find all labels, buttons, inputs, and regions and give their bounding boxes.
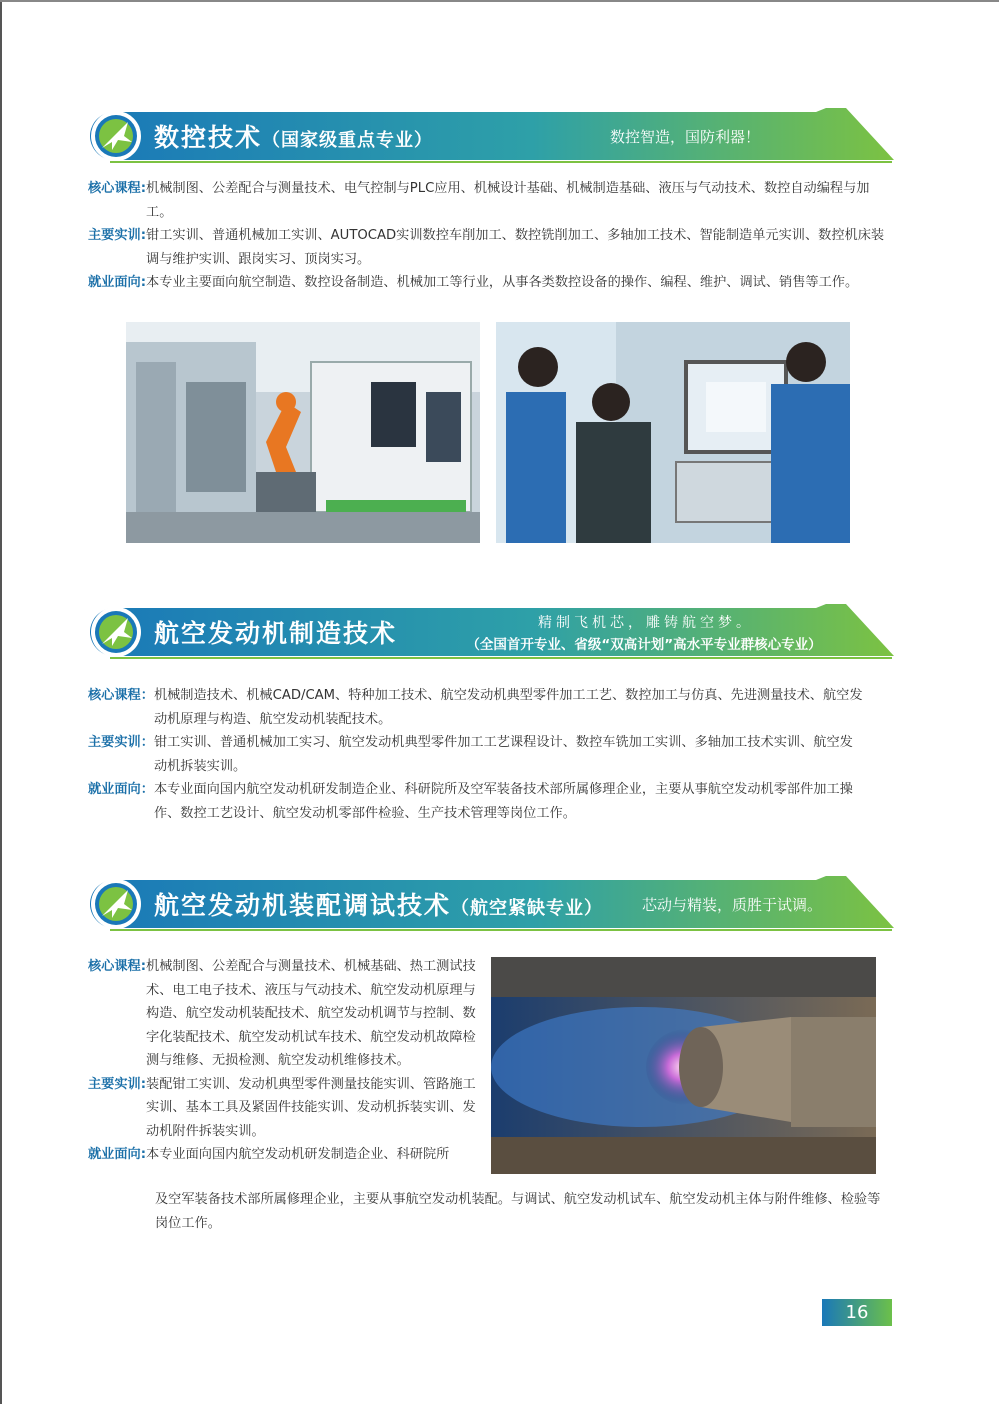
section-title: 航空发动机制造技术 (154, 619, 398, 648)
fighter-jet-icon (88, 876, 144, 932)
photo-students-cnc-panel (496, 322, 850, 543)
main-training (88, 1073, 488, 1144)
main-training-label: 主要实训: (88, 228, 147, 243)
main-training-text: 钳工实训、普通机械加工实训、AUTOCAD实训数控车削加工、数控铣削加工、多轴加工技术、智能制造单元实训、数控机床装调与维护实训、跟岗实习、顶岗实习。 (146, 228, 885, 267)
career-direction-text: 本专业面向国内航空发动机研发制造企业、科研院所及空军装备技术部所属修理企业，主要从事航空发动机零部件加工操作、数控工艺设计、航空发动机零部件检验、生产技术管理等岗位工作。 (153, 782, 853, 821)
main-training-text: 钳工实训、普通机械加工实习、航空发动机典型零件加工工艺课程设计、数控车铣加工实训、多轴加工技术实训、航空发动机拆装实训。 (153, 735, 853, 774)
core-courses (88, 684, 863, 731)
core-courses-label: 核心课程: (88, 959, 147, 974)
section-banner-engine-manufacturing (86, 604, 894, 660)
career-direction-continued (155, 1188, 890, 1235)
career-direction (88, 778, 863, 825)
career-direction-text-part2: 及空军装备技术部所属修理企业，主要从事航空发动机装配。与调试、航空发动机试车、航空发动机主体与附件维修、检验等岗位工作。 (155, 1192, 881, 1231)
core-courses (88, 955, 488, 1073)
core-courses-text: 机械制造技术、机械CAD/CAM、特种加工技术、航空发动机典型零件加工工艺、数控加工与仿真、先进测量技术、航空发动机原理与构造、航空发动机装配技术。 (153, 688, 863, 727)
main-training-label: 主要实训: (88, 1076, 147, 1092)
section-subtitle: （国家级重点专业） (262, 130, 434, 151)
section-banner-cnc (86, 108, 894, 164)
section-banner-engine-assembly (86, 876, 894, 932)
career-direction (88, 271, 893, 295)
career-direction-label: 就业面向: (88, 275, 147, 290)
section-slogan-line2: （全国首开专业、省级“双高计划”高水平专业群核心专业） (466, 637, 822, 653)
photo-cnc-workshop (126, 322, 480, 543)
main-training-label: 主要实训： (88, 735, 154, 750)
main-training (88, 731, 863, 778)
page-edge-top (0, 0, 999, 2)
main-training-text: 装配钳工实训、发动机典型零件测量技能实训、管路施工实训、基本工具及紧固件技能实训、发动机拆装实训、发动机附件拆装实训。 (146, 1076, 476, 1139)
career-direction (88, 1143, 488, 1167)
section-title: 数控技术（国家级重点专业） (154, 123, 434, 152)
section-subtitle: （航空紧缺专业） (451, 898, 604, 919)
section-slogan-line1: 精制飞机芯，雕铸航空梦。 (538, 615, 754, 631)
section-info-cnc (88, 177, 893, 295)
career-direction-text: 本专业主要面向航空制造、数控设备制造、机械加工等行业，从事各类数控设备的操作、编程、维护、调试、销售等工作。 (146, 275, 859, 290)
core-courses-label: 核心课程: (88, 181, 147, 196)
fighter-jet-icon (88, 108, 144, 164)
page-edge-left (0, 0, 2, 1404)
photo-jet-engine-test (491, 957, 876, 1174)
career-direction-label: 就业面向: (88, 1147, 147, 1162)
section-slogan: 数控智造，国防利器！ (610, 128, 761, 146)
career-direction-label: 就业面向： (88, 782, 154, 797)
core-courses-text: 机械制图、公差配合与测量技术、电气控制与PLC应用、机械设计基础、机械制造基础、液压与气动技术、数控自动编程与加工。 (146, 181, 870, 220)
fighter-jet-icon (88, 604, 144, 660)
section-title: 航空发动机装配调试技术（航空紧缺专业） (154, 891, 604, 920)
section-info-engine-manufacturing (88, 684, 863, 825)
section-info-engine-assembly (88, 955, 488, 1167)
core-courses-label: 核心课程： (88, 688, 154, 703)
page-number: 16 (822, 1299, 892, 1326)
core-courses (88, 177, 893, 224)
main-training (88, 224, 893, 271)
core-courses-text: 机械制图、公差配合与测量技术、机械基础、热工测试技术、电工电子技术、液压与气动技术、航空发动机原理与构造、航空发动机装配技术、航空发动机调节与控制、数字化装配技术、航空发动机试车技术、航空发动机故障检测与维修、无损检测、航空发动机维修技术。 (146, 959, 476, 1068)
career-direction-text-part1: 本专业面向国内航空发动机研发制造企业、科研院所 (146, 1147, 450, 1162)
section-slogan: 芯动与精装，质胜于试调。 (642, 896, 823, 914)
